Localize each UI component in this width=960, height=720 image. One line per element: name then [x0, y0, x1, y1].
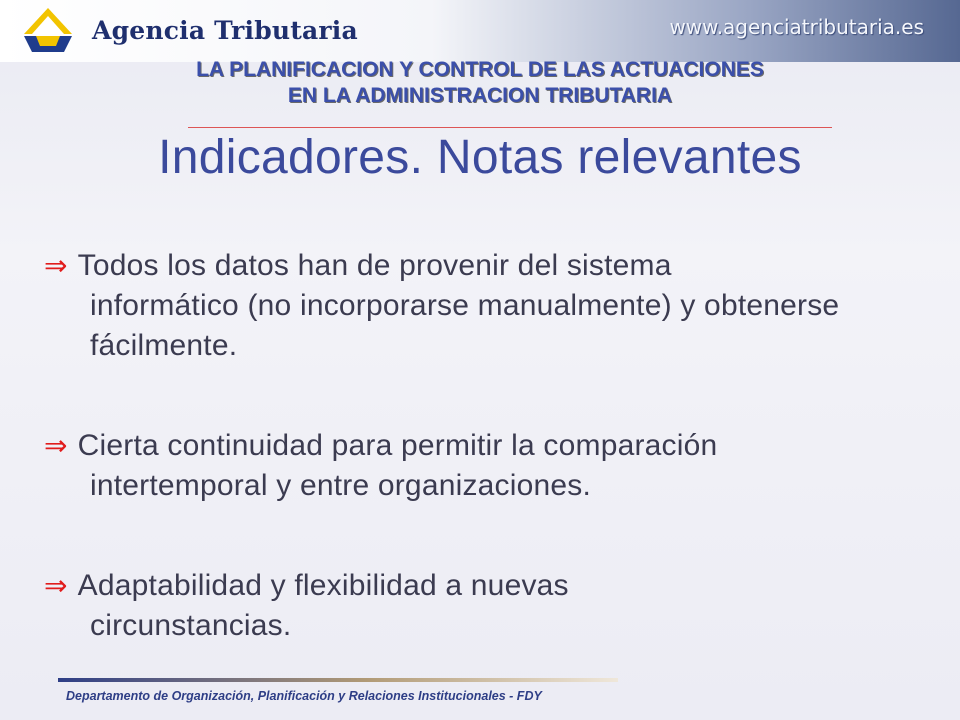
bullet-continuation: informático (no incorporarse manualmente) y obtenerse fácilmente. — [90, 289, 840, 362]
double-arrow-icon: ⇒ — [44, 249, 68, 282]
header-band — [0, 0, 960, 62]
bullet-item-continuity — [44, 426, 914, 506]
footer-rule — [58, 678, 618, 682]
double-arrow-icon: ⇒ — [44, 429, 68, 462]
bullet-continuation: circunstancias. — [90, 609, 292, 642]
slide-title: Indicadores. Notas relevantes — [158, 131, 802, 184]
logo-text: Agencia Tributaria — [92, 16, 358, 45]
bullet-text: Todos los datos han de provenir del sistema — [77, 249, 672, 282]
footer-text: Departamento de Organización, Planificación y Relaciones Institucionales - FDY — [66, 689, 542, 703]
bullet-item-adaptability — [44, 566, 914, 646]
bullet-item-data-source — [44, 246, 914, 366]
bullet-text: Adaptabilidad y flexibilidad a nuevas — [77, 569, 569, 602]
site-url[interactable]: www.agenciatributaria.es — [669, 15, 924, 39]
agencia-tributaria-logo-icon — [22, 6, 74, 54]
bullet-first-line — [44, 426, 914, 466]
section-header-line-2: EN LA ADMINISTRACION TRIBUTARIA — [287, 84, 673, 107]
divider-rule — [188, 127, 832, 128]
double-arrow-icon: ⇒ — [44, 569, 68, 602]
bullet-text: Cierta continuidad para permitir la comparación — [77, 429, 718, 462]
bullet-continuation: intertemporal y entre organizaciones. — [90, 469, 591, 502]
section-header-line-1: LA PLANIFICACION Y CONTROL DE LAS ACTUACIONES — [196, 58, 764, 81]
bullet-first-line — [44, 246, 914, 286]
bullet-first-line — [44, 566, 914, 606]
section-header — [100, 57, 860, 109]
